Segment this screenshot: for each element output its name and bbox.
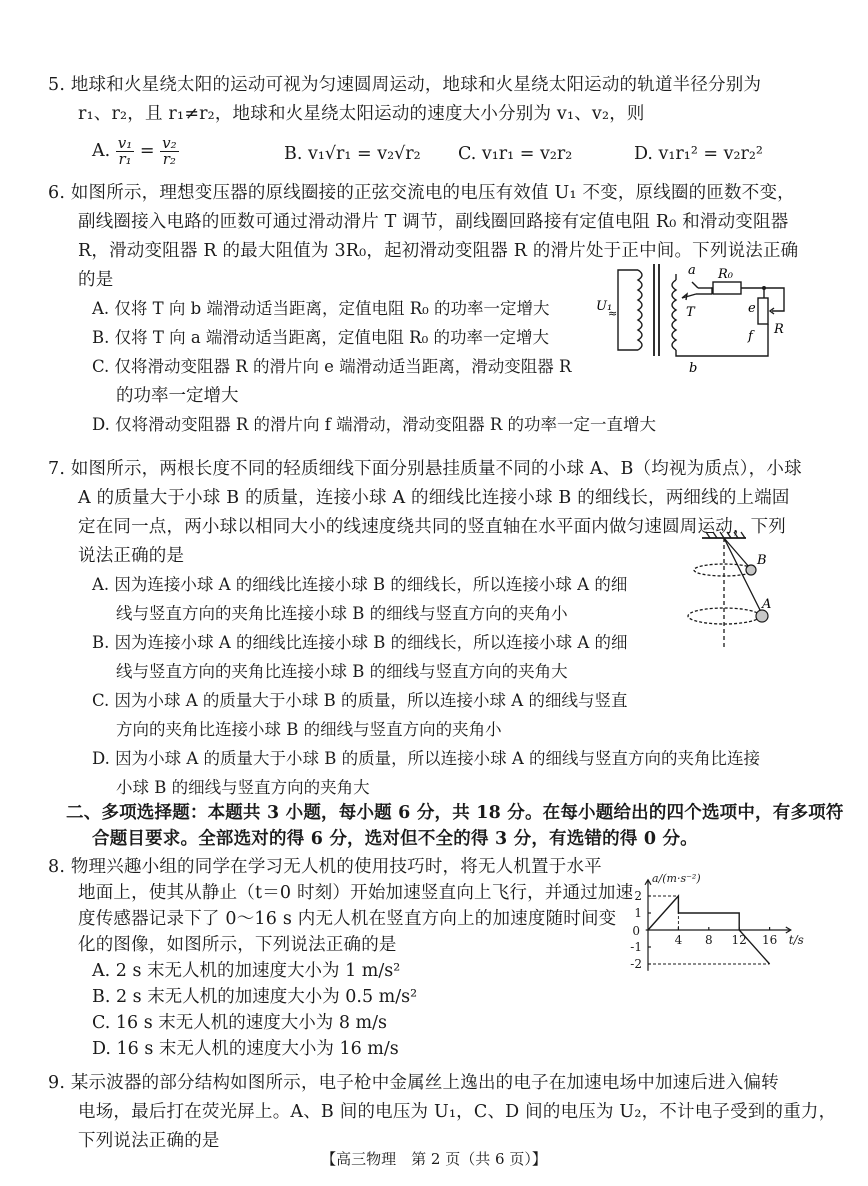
q5-frac1-top: v₁ [117,134,133,152]
q6-stem-line4: 的是 [78,270,114,290]
q6-ac-symbol: ≈ [608,307,618,320]
y-tick-label: -1 [630,940,642,954]
q8-option-d: D. 16 s 末无人机的速度大小为 16 m/s [92,1039,399,1059]
q7-ball-b [746,565,756,575]
x-tick-label: 4 [674,933,683,947]
y-axis-label: a/(m·s⁻²) [652,871,701,885]
q5-option-d: D. v₁r₁² = v₂r₂² [634,144,763,164]
q5-option-b: B. v₁√r₁ = v₂√r₂ [284,144,421,164]
x-tick-label: 12 [731,933,747,947]
q8-option-a: A. 2 s 末无人机的加速度大小为 1 m/s² [92,961,401,981]
q6-label-f: f [748,329,753,344]
x-axis-label: t/s [788,933,804,947]
section2-header-line1: 二、多项选择题：本题共 3 小题，每小题 6 分，共 18 分。在每小题给出的四个选项中，有多项符 [66,803,844,823]
q6-label-t: T [686,305,695,320]
q5-option-a-eq: = [139,141,155,161]
q7-stem-line3: 定在同一点，两小球以相同大小的线速度绕共同的竖直轴在水平面内做匀速圆周运动，下列 [78,517,786,537]
q5-stem-line2: r₁、r₂，且 r₁≠r₂，地球和火星绕太阳运动的速度大小分别为 v₁、v₂，则 [78,104,645,124]
section2-header-line2: 合题目要求。全部选对的得 6 分，选对但不全的得 3 分，有选错的得 0 分。 [92,829,698,849]
q5-option-c: C. v₁r₁ = v₂r₂ [458,144,573,164]
q7-label-b: B [757,553,767,568]
q6-stem-line1: 6. 如图所示，理想变压器的原线圈接的正弦交流电的电压有效值 U₁ 不变，原线圈的匝数不变， [48,183,795,203]
q7-pendulum-diagram [650,530,800,650]
y-tick-label: 1 [634,906,642,920]
q5-frac2-bot: r₂ [162,150,176,168]
q6-label-e: e [748,301,756,316]
q7-option-d-line2: 小球 B 的细线与竖直方向的夹角大 [116,778,370,797]
q8-stem-line2: 地面上，使其从静止（t＝0 时刻）开始加速竖直向上飞行，并通过加速 [78,883,634,903]
page-footer: 【高三物理 第 2 页（共 6 页）】 [321,1150,547,1168]
q9-stem-line1: 9. 某示波器的部分结构如图所示，电子枪中金属丝上逸出的电子在加速电场中加速后进入偏转 [48,1073,779,1093]
q8-stem-line3: 度传感器记录下了 0～16 s 内无人机在竖直方向上的加速度随时间变 [78,909,617,929]
q8-option-b: B. 2 s 末无人机的加速度大小为 0.5 m/s² [92,987,418,1007]
q7-stem-line1: 7. 如图所示，两根长度不同的轻质细线下面分别悬挂质量不同的小球 A、B（均视为质点），小球 [48,459,802,479]
q7-option-c-line1: C. 因为小球 A 的质量大于小球 B 的质量，所以连接小球 A 的细线与竖直 [92,691,628,710]
q5-option-a-frac1 [116,136,135,167]
q7-option-c-line2: 方向的夹角比连接小球 B 的细线与竖直方向的夹角小 [116,720,502,739]
y-tick-label: 2 [634,889,642,903]
q6-transformer-diagram [588,260,798,380]
q6-option-c-line1: C. 仅将滑动变阻器 R 的滑片向 e 端滑动适当距离，滑动变阻器 R [92,357,572,376]
q5-option-a-frac2 [160,136,179,167]
q5-frac1-bot: r₁ [118,150,132,168]
q7-option-a-line1: A. 因为连接小球 A 的细线比连接小球 B 的细线长，所以连接小球 A 的细 [92,575,628,594]
q5-frac2-top: v₂ [162,134,177,152]
q6-label-b: b [689,361,698,376]
q7-stem-line2: A 的质量大于小球 B 的质量，连接小球 A 的细线比连接小球 B 的细线长，两细线的上端固 [78,488,790,508]
origin-label: 0 [632,924,640,938]
q6-label-r0: R₀ [718,267,733,282]
q8-option-c: C. 16 s 末无人机的速度大小为 8 m/s [92,1013,387,1033]
q6-junction-dot [762,286,766,290]
q6-stem-line2: 副线圈接入电路的匝数可通过滑动滑片 T 调节，副线圈回路接有定值电阻 R₀ 和滑动变阻器 [78,212,789,232]
q6-label-r: R [774,322,784,337]
q9-stem-line3: 下列说法正确的是 [78,1131,220,1151]
q6-option-b: B. 仅将 T 向 a 端滑动适当距离，定值电阻 R₀ 的功率一定增大 [92,328,549,347]
q7-stem-line4: 说法正确的是 [78,546,185,566]
q7-label-a: A [762,597,772,612]
q6-option-a: A. 仅将 T 向 b 端滑动适当距离，定值电阻 R₀ 的功率一定增大 [92,299,550,318]
q7-option-b-line2: 线与竖直方向的夹角比连接小球 B 的细线与竖直方向的夹角大 [116,662,568,681]
q7-option-a-line2: 线与竖直方向的夹角比连接小球 B 的细线与竖直方向的夹角小 [116,604,568,623]
q5-option-a-prefix: A. [92,141,111,161]
q9-stem-line2: 电场，最后打在荧光屏上。A、B 间的电压为 U₁，C、D 间的电压为 U₂，不计电子受到的重力， [78,1102,837,1122]
q5-option-a [92,136,179,167]
q6-label-u1: U₁ [596,299,613,314]
q8-acceleration-chart [622,850,802,1000]
q5-stem-line1: 5. 地球和火星绕太阳的运动可视为匀速圆周运动，地球和火星绕太阳运动的轨道半径分别为 [48,75,762,95]
q8-stem-line4: 化的图像，如图所示，下列说法正确的是 [78,935,397,955]
x-tick-label: 8 [704,933,713,947]
q6-label-a: a [688,263,696,278]
q8-stem-line1: 8. 物理兴趣小组的同学在学习无人机的使用技巧时，将无人机置于水平 [48,857,602,877]
q7-option-d-line1: D. 因为小球 A 的质量大于小球 B 的质量，所以连接小球 A 的细线与竖直方向的夹角比连接 [92,749,761,768]
x-tick-label: 16 [761,933,778,947]
y-tick-label: -2 [630,957,642,971]
q6-stem-line3: R，滑动变阻器 R 的最大阻值为 3R₀，起初滑动变阻器 R 的滑片处于正中间。下列说法正确 [78,241,799,261]
q6-option-d: D. 仅将滑动变阻器 R 的滑片向 f 端滑动，滑动变阻器 R 的功率一定一直增大 [92,415,657,434]
q7-option-b-line1: B. 因为连接小球 A 的细线比连接小球 B 的细线长，所以连接小球 A 的细 [92,633,628,652]
q6-option-c-line2: 的功率一定增大 [116,386,239,406]
